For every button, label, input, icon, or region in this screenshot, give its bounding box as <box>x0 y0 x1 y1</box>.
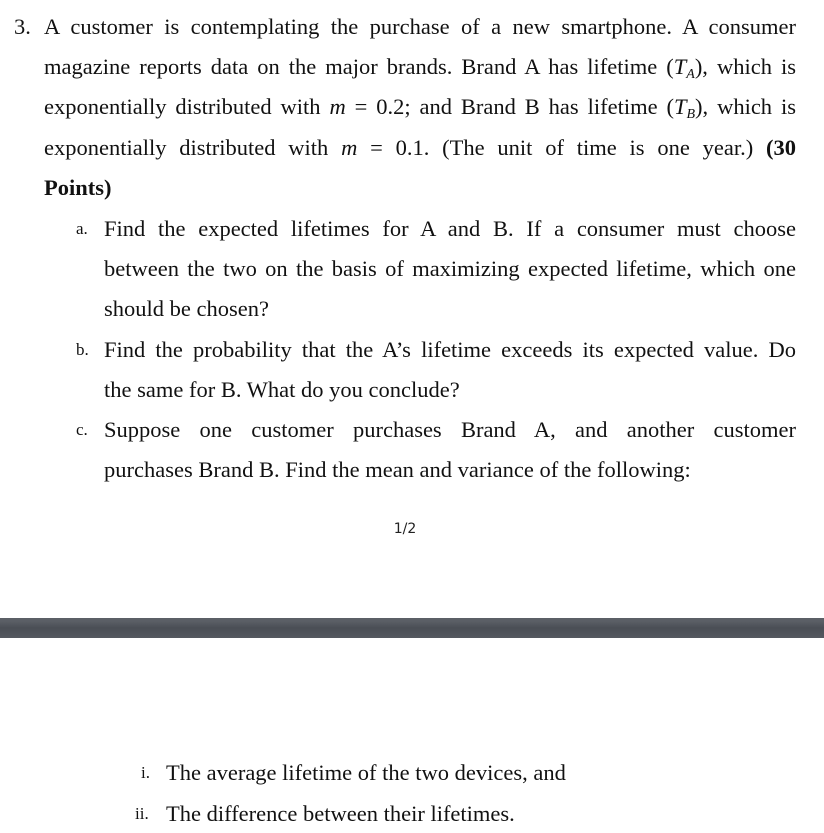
part-b-line-1: Find the probability that the A’s lifetime exceeds its expected value. Do <box>104 337 796 362</box>
question-text-2a: magazine reports data on the major brands. Brand A has lifetime ( <box>44 54 674 79</box>
question-line-3 <box>44 92 796 130</box>
var-m: m <box>329 94 346 119</box>
subscript-b: B <box>686 107 696 122</box>
question-number: 3. <box>14 14 31 39</box>
subitem-ii-label: ii. <box>135 804 149 823</box>
question-text-2b: ), which is <box>694 54 796 79</box>
question-text-3a: exponentially distributed with <box>44 94 330 119</box>
points-label-a: (30 <box>766 135 796 160</box>
subscript-a: A <box>686 67 695 82</box>
question-line-4 <box>44 133 796 163</box>
part-a-line-2: between the two on the basis of maximizing expected lifetime, which one <box>104 256 796 281</box>
var-t: T <box>673 54 687 79</box>
question-text-3b: = 0.2; and Brand B has lifetime ( <box>345 94 674 119</box>
part-c-label: c. <box>76 420 88 439</box>
subitem-i-text: The average lifetime of the two devices, and <box>166 760 566 785</box>
part-a-line-1: Find the expected lifetimes for A and B. If a consumer must choose <box>104 216 796 241</box>
part-b-line-2: the same for B. What do you conclude? <box>104 377 460 402</box>
points-label-b: Points) <box>44 175 112 200</box>
question-line-2 <box>44 52 796 90</box>
page-number: 1/2 <box>393 521 417 537</box>
part-c-line-1: Suppose one customer purchases Brand A, and another customer <box>104 417 796 442</box>
part-a-label: a. <box>76 219 88 238</box>
question-line-5 <box>44 173 112 203</box>
part-a-line-3: should be chosen? <box>104 296 269 321</box>
var-t: T <box>673 94 687 119</box>
subitem-i-label: i. <box>141 763 150 782</box>
question-text-4b: = 0.1. (The unit of time is one year.) <box>357 135 766 160</box>
question-line-1 <box>44 12 796 42</box>
part-c-line-2: purchases Brand B. Find the mean and variance of the following: <box>104 457 691 482</box>
question-text-4a: exponentially distributed with <box>44 135 342 160</box>
question-text-3c: ), which is <box>695 94 796 119</box>
page-separator <box>0 618 824 638</box>
page-2 <box>0 638 824 833</box>
var-m: m <box>341 135 358 160</box>
question-text-1: A customer is contemplating the purchase of a new smartphone. A consumer <box>44 14 796 39</box>
part-b-label: b. <box>76 340 89 359</box>
subitem-ii-text: The difference between their lifetimes. <box>166 801 515 826</box>
